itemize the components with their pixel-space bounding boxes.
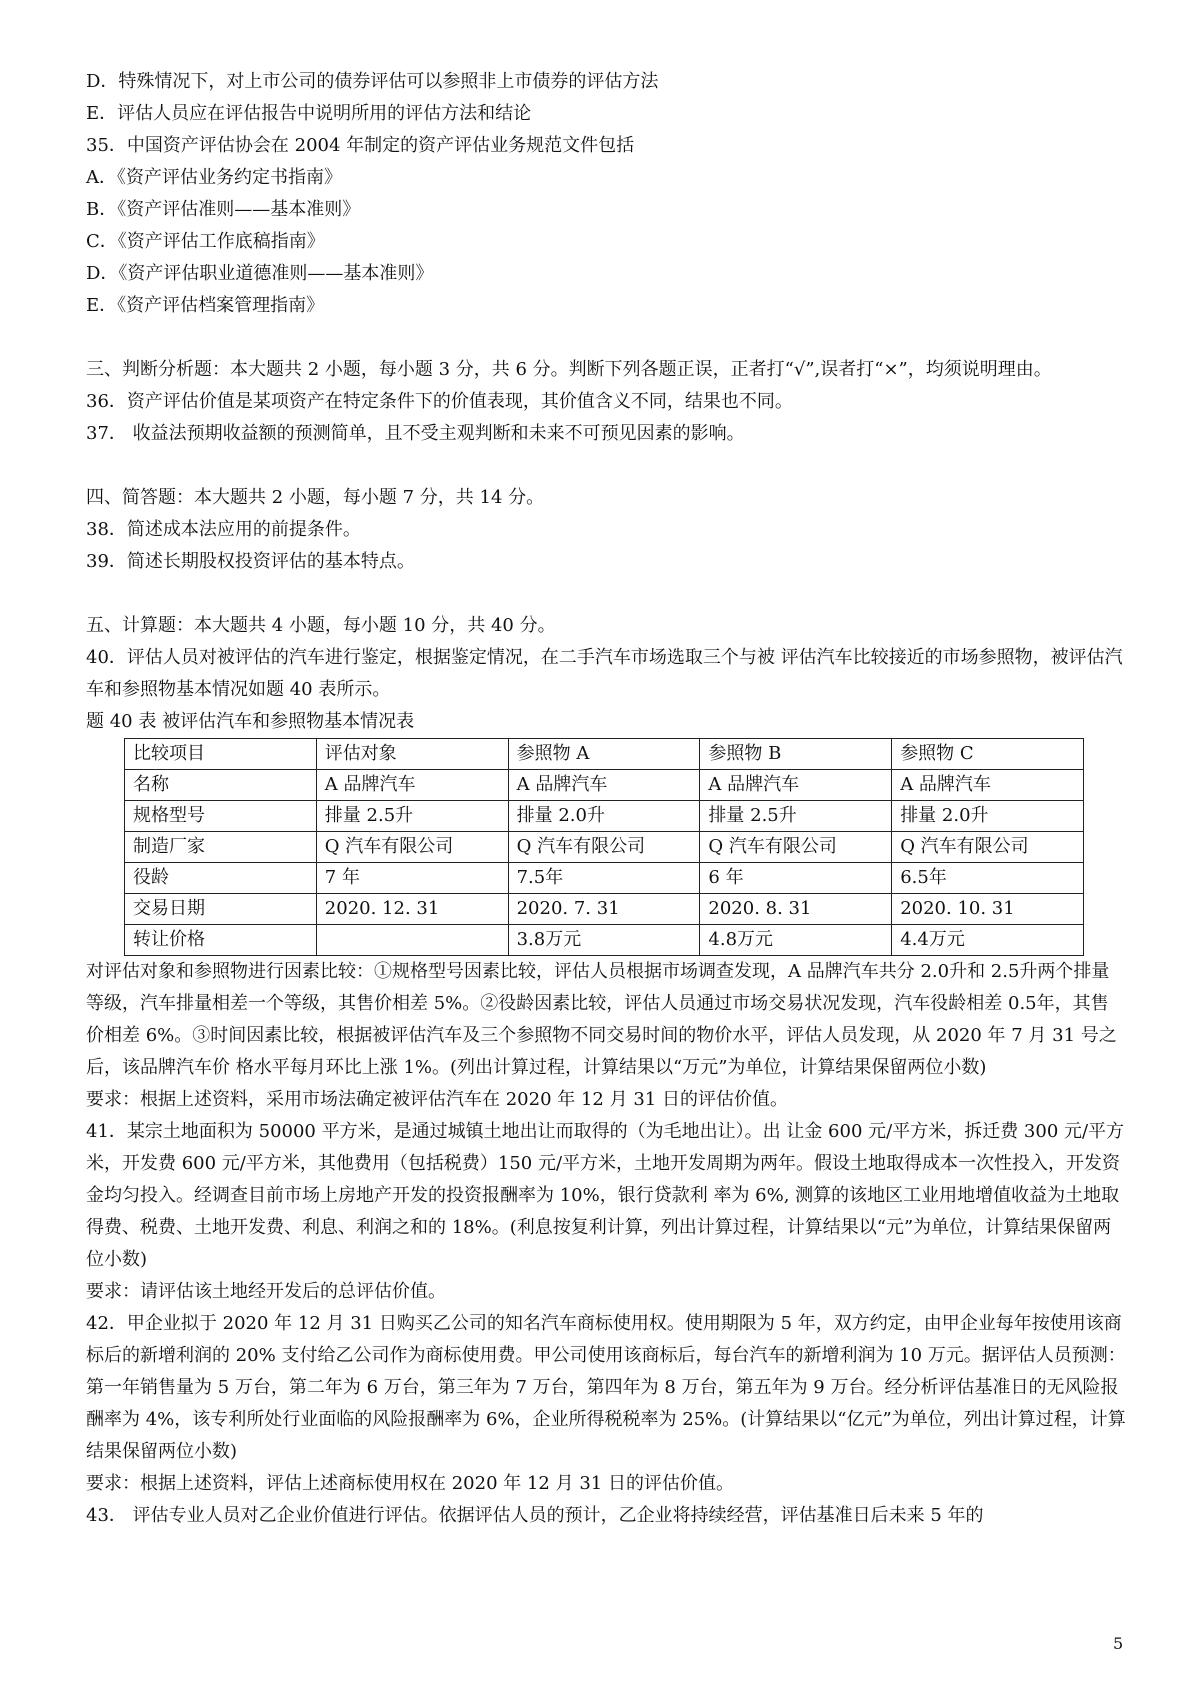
question-40-requirement: 要求：根据上述资料，采用市场法确定被评估汽车在 2020 年 12 月 31 日的评估价值。 bbox=[86, 1089, 788, 1110]
table-cell: A 品牌汽车 bbox=[316, 770, 508, 801]
table-header-cell: 参照物 C bbox=[892, 739, 1084, 770]
question-37: 37． 收益法预期收益额的预测简单，且不受主观判断和未来不可预见因素的影响。 bbox=[86, 423, 745, 444]
question-35: 35．中国资产评估协会在 2004 年制定的资产评估业务规范文件包括 bbox=[86, 135, 635, 156]
table-header-cell: 评估对象 bbox=[316, 739, 508, 770]
table-cell: 名称 bbox=[125, 770, 317, 801]
spacer bbox=[86, 322, 1126, 354]
table-cell: 制造厂家 bbox=[125, 832, 317, 863]
option-35-e: E．《资产评估档案管理指南》 bbox=[86, 295, 325, 316]
table-cell: A 品牌汽车 bbox=[508, 770, 700, 801]
table-caption: 题 40 表 被评估汽车和参照物基本情况表 bbox=[86, 711, 415, 732]
comparison-table bbox=[124, 738, 1084, 956]
table-cell: Q 汽车有限公司 bbox=[508, 832, 700, 863]
table-cell: 7 年 bbox=[316, 863, 508, 894]
table-cell: 2020. 12. 31 bbox=[316, 894, 508, 925]
table-cell: 7.5年 bbox=[508, 863, 700, 894]
table-row bbox=[125, 925, 1084, 956]
table-cell: 役龄 bbox=[125, 863, 317, 894]
table-cell: 2020. 7. 31 bbox=[508, 894, 700, 925]
table-cell: Q 汽车有限公司 bbox=[700, 832, 892, 863]
question-42: 42．甲企业拟于 2020 年 12 月 31 日购买乙公司的知名汽车商标使用权。使用期限为 5 年，双方约定，由甲企业每年按使用该商标后的新增利润的 20% 支付给乙公司作为商标使用费。甲公司使用该商标后，每台汽车的新增利润为 10 万元。据评估人员预测：第一年销售量为 5 万台，第二年为 6 万台，第三年为 7 万台，第四年为 8 万台，第五年为 9 万台。经分析评估基准日的无风险报酬率为 4%，该专利所处行业面临的风险报酬率为 6%，企业所得税税率为 25%。(计算结果以“亿元”为单位，列出计算过程，计算结果保留两位小数) bbox=[86, 1313, 1126, 1462]
question-41: 41．某宗土地面积为 50000 平方米，是通过城镇土地出让而取得的（为毛地出让）。出 让金 600 元/平方米，拆迁费 300 元/平方米，开发费 600 元/平方米，其他费用（包括税费）150 元/平方米，土地开发周期为两年。假设土地取得成本一次性投入，开发资金均匀投入。经调查目前市场上房地产开发的投资报酬率为 10%，银行贷款利 率为 6%, 测算的该地区工业用地增值收益为土地取得费、税费、土地开发费、利息、利润之和的 18%。(利息按复利计算，列出计算过程，计算结果以“元”为单位，计算结果保留两位小数) bbox=[86, 1121, 1125, 1270]
table-row bbox=[125, 894, 1084, 925]
table-row bbox=[125, 832, 1084, 863]
table-cell: 排量 2.0升 bbox=[508, 801, 700, 832]
table-cell bbox=[316, 925, 508, 956]
table-cell: 2020. 10. 31 bbox=[892, 894, 1084, 925]
table-cell: 排量 2.0升 bbox=[892, 801, 1084, 832]
question-40-factors: 对评估对象和参照物进行因素比较：①规格型号因素比较，评估人员根据市场调查发现，A 品牌汽车共分 2.0升和 2.5升两个排量等级，汽车排量相差一个等级，其售价相差 5%。②役龄因素比较，评估人员通过市场交易状况发现，汽车役龄相差 0.5年，其售价相差 6%。③时间因素比较，根据被评估汽车及三个参照物不同交易时间的物价水平，评估人员发现，从 2020 年 7 月 31 号之后，该品牌汽车价 格水平每月环比上涨 1%。(列出计算过程，计算结果以“万元”为单位，计算结果保留两位小数) bbox=[86, 961, 1117, 1078]
table-header-cell: 参照物 A bbox=[508, 739, 700, 770]
option-34-e: E．评估人员应在评估报告中说明所用的评估方法和结论 bbox=[86, 103, 532, 124]
table-cell: 排量 2.5升 bbox=[316, 801, 508, 832]
question-42-requirement: 要求：根据上述资料，评估上述商标使用权在 2020 年 12 月 31 日的评估价值。 bbox=[86, 1473, 734, 1494]
question-39: 39．简述长期股权投资评估的基本特点。 bbox=[86, 551, 415, 572]
question-43: 43． 评估专业人员对乙企业价值进行评估。依据评估人员的预计，乙企业将持续经营，评估基准日后未来 5 年的 bbox=[86, 1505, 984, 1526]
option-35-b: B．《资产评估准则——基本准则》 bbox=[86, 199, 361, 220]
table-cell: 转让价格 bbox=[125, 925, 317, 956]
table-cell: 规格型号 bbox=[125, 801, 317, 832]
table-row bbox=[125, 863, 1084, 894]
section-4-heading: 四、简答题：本大题共 2 小题，每小题 7 分，共 14 分。 bbox=[86, 487, 545, 508]
table-cell: 6.5年 bbox=[892, 863, 1084, 894]
table-header-cell: 比较项目 bbox=[125, 739, 317, 770]
option-34-d: D．特殊情况下，对上市公司的债券评估可以参照非上市债券的评估方法 bbox=[86, 71, 659, 92]
page-number: 5 bbox=[1113, 1634, 1124, 1653]
table-row bbox=[125, 801, 1084, 832]
option-35-d: D．《资产评估职业道德准则——基本准则》 bbox=[86, 263, 434, 284]
section-3-heading: 三、判断分析题：本大题共 2 小题，每小题 3 分，共 6 分。判断下列各题正误，正者打“√”,误者打“×”，均须说明理由。 bbox=[86, 359, 1052, 380]
table-cell: 4.8万元 bbox=[700, 925, 892, 956]
question-41-requirement: 要求：请评估该土地经开发后的总评估价值。 bbox=[86, 1281, 446, 1302]
table-cell: 3.8万元 bbox=[508, 925, 700, 956]
table-cell: 4.4万元 bbox=[892, 925, 1084, 956]
spacer bbox=[86, 450, 1126, 482]
spacer bbox=[86, 578, 1126, 610]
table-cell: 排量 2.5升 bbox=[700, 801, 892, 832]
table-header-cell: 参照物 B bbox=[700, 739, 892, 770]
table-row bbox=[125, 770, 1084, 801]
table-cell: 2020. 8. 31 bbox=[700, 894, 892, 925]
page-content bbox=[86, 66, 1126, 1532]
section-5-heading: 五、计算题：本大题共 4 小题，每小题 10 分，共 40 分。 bbox=[86, 615, 556, 636]
table-cell: Q 汽车有限公司 bbox=[892, 832, 1084, 863]
table-cell: A 品牌汽车 bbox=[700, 770, 892, 801]
option-35-a: A．《资产评估业务约定书指南》 bbox=[86, 167, 342, 188]
table-cell: A 品牌汽车 bbox=[892, 770, 1084, 801]
table-header-row bbox=[125, 739, 1084, 770]
option-35-c: C．《资产评估工作底稿指南》 bbox=[86, 231, 325, 252]
table-cell: 交易日期 bbox=[125, 894, 317, 925]
table-cell: Q 汽车有限公司 bbox=[316, 832, 508, 863]
question-40: 40．评估人员对被评估的汽车进行鉴定，根据鉴定情况，在二手汽车市场选取三个与被 评估汽车比较接近的市场参照物，被评估汽车和参照物基本情况如题 40 表所示。 bbox=[86, 647, 1123, 700]
question-36: 36．资产评估价值是某项资产在特定条件下的价值表现，其价值含义不同，结果也不同。 bbox=[86, 391, 793, 412]
question-38: 38．简述成本法应用的前提条件。 bbox=[86, 519, 361, 540]
table-cell: 6 年 bbox=[700, 863, 892, 894]
